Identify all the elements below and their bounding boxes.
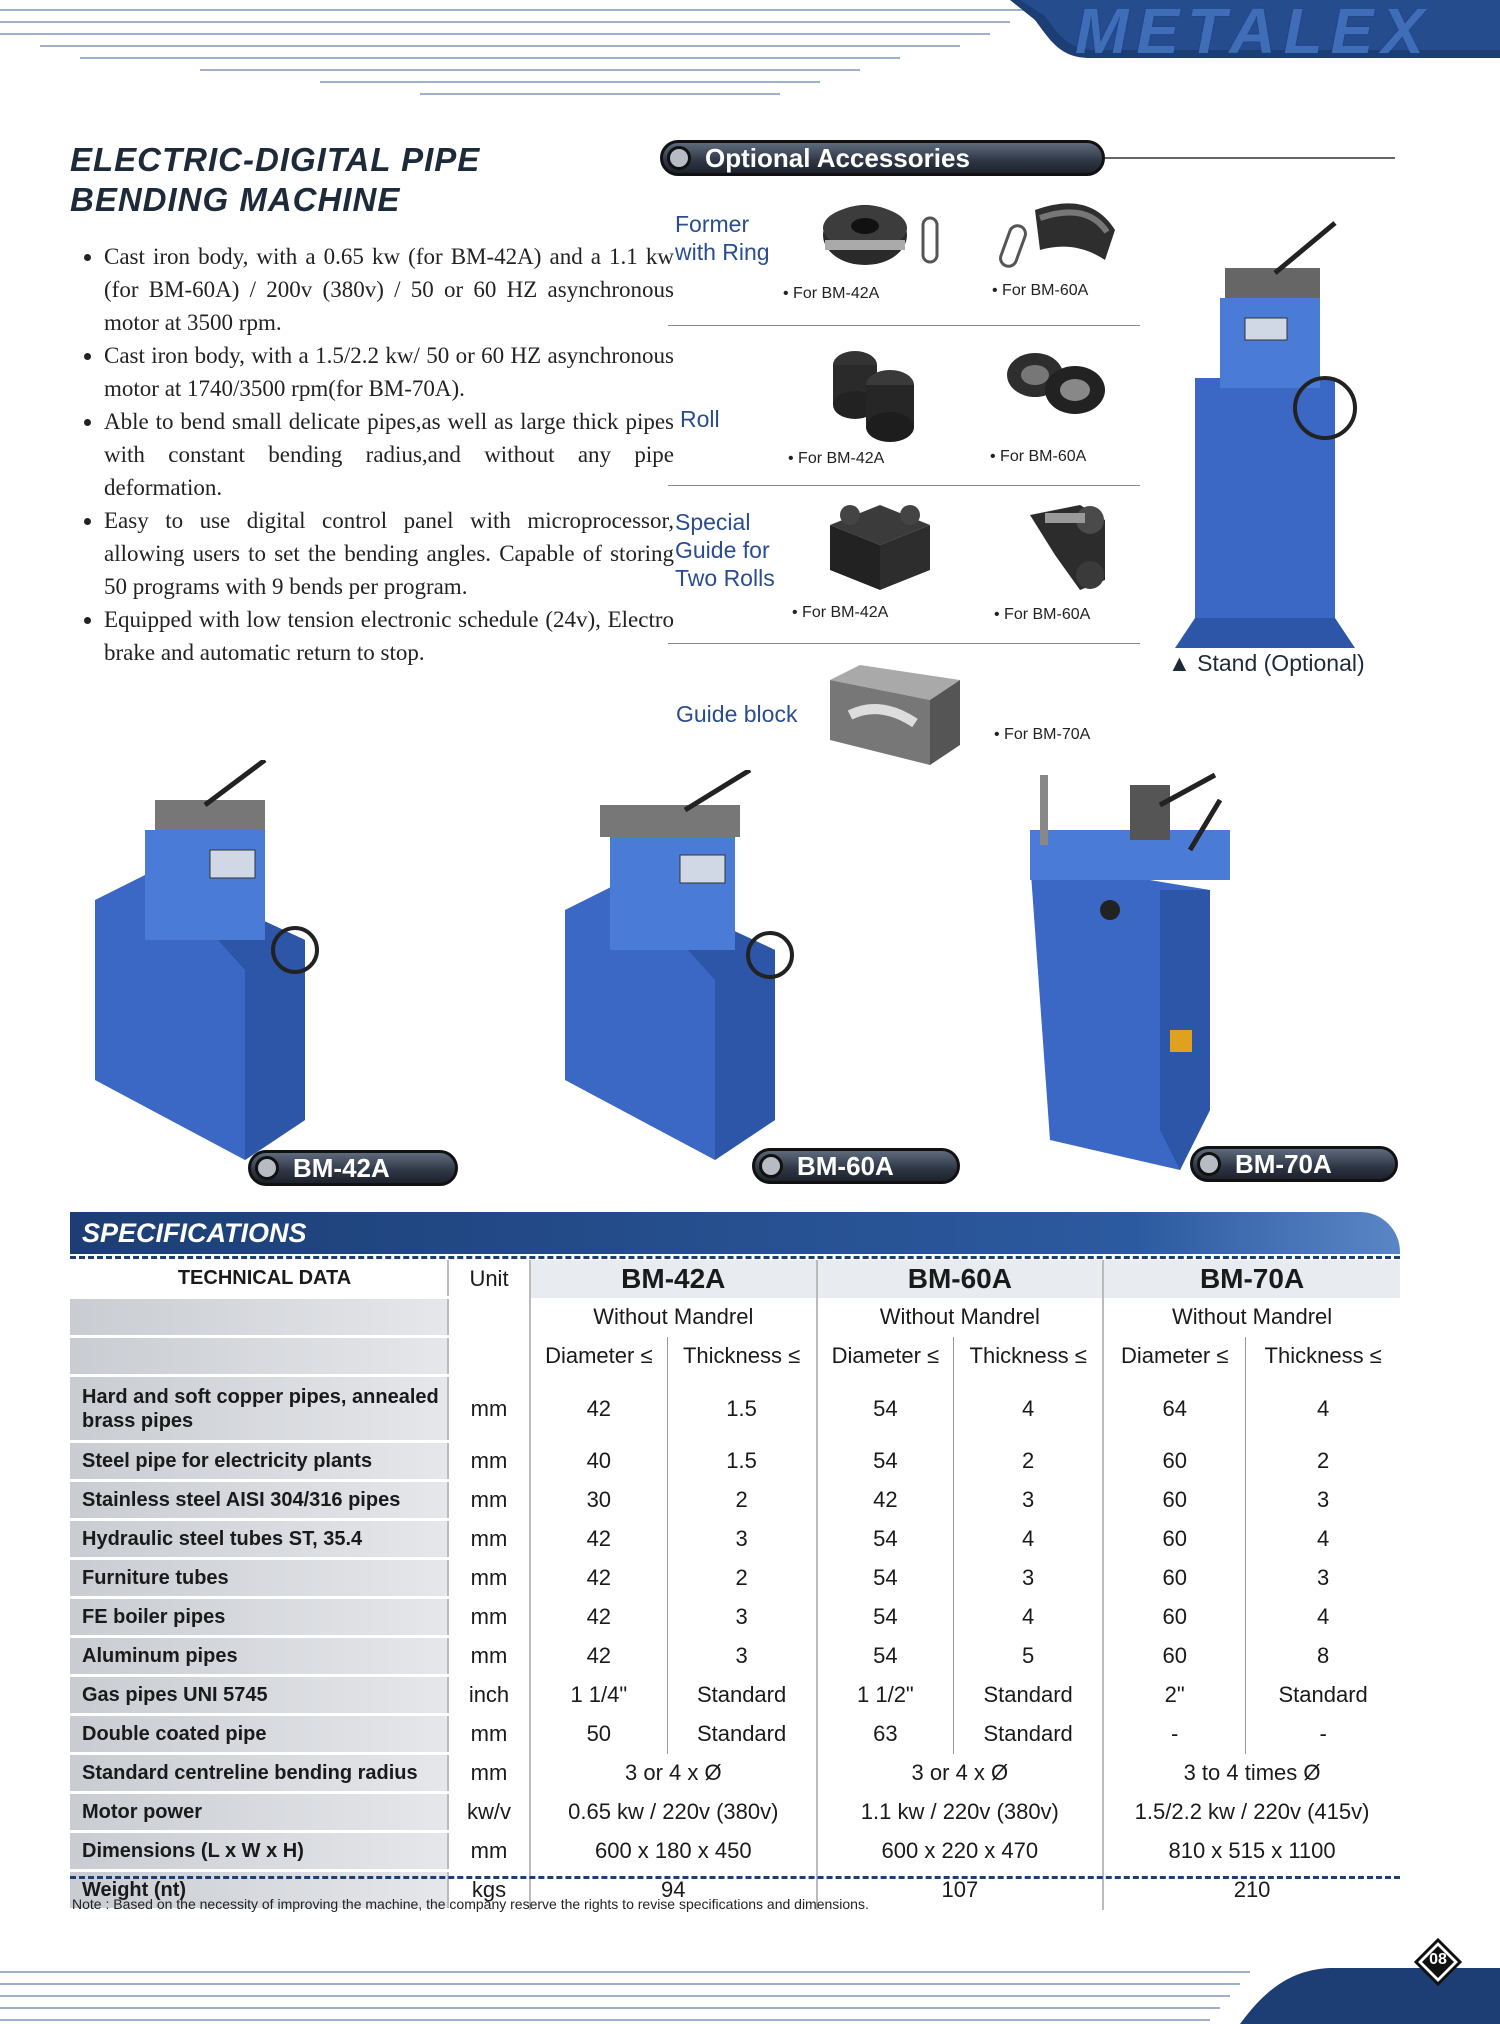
stand-caption: ▲ Stand (Optional) bbox=[1168, 650, 1365, 676]
table-cell: Standard bbox=[954, 1715, 1103, 1754]
caption: • For BM-60A bbox=[990, 448, 1087, 465]
feature-list bbox=[70, 240, 674, 669]
feature-item: • Able to bend small delicate pipes,as well as large thick pipes with constant bending radius,and without any pipe deformation. bbox=[104, 405, 674, 504]
table-cell: 3 bbox=[954, 1559, 1103, 1598]
table-row bbox=[70, 1376, 1400, 1442]
table-cell: 60 bbox=[1103, 1559, 1246, 1598]
unit-cell: mm bbox=[448, 1637, 530, 1676]
unit-cell: mm bbox=[448, 1754, 530, 1793]
row-label: Gas pipes UNI 5745 bbox=[70, 1676, 448, 1715]
table-cell: 60 bbox=[1103, 1520, 1246, 1559]
column-header-unit: Unit bbox=[448, 1260, 530, 1298]
special-guide-60a-image bbox=[1010, 495, 1120, 595]
table-row bbox=[70, 1832, 1400, 1871]
stand-machine-image bbox=[1165, 218, 1385, 658]
unit-cell: mm bbox=[448, 1481, 530, 1520]
model-badge-bm-70a bbox=[1190, 1146, 1398, 1182]
row-label: Hard and soft copper pipes, annealed brass pipes bbox=[70, 1376, 448, 1442]
unit-cell: kw/v bbox=[448, 1793, 530, 1832]
feature-item: • Easy to use digital control panel with microprocessor, allowing users to set the bending angles. Capable of storing 50 programs with 9 bends per program. bbox=[104, 504, 674, 603]
accessory-label: Roll bbox=[680, 406, 720, 432]
unit-cell bbox=[448, 1337, 530, 1376]
feature-item: • Cast iron body, with a 0.65 kw (for BM-42A) and a 1.1 kw (for BM-60A) / 200v (380v) / 50 or 60 HZ asynchronous motor at 3500 rpm. bbox=[104, 240, 674, 339]
divider bbox=[668, 325, 1140, 326]
table-cell: 42 bbox=[586, 1395, 612, 1421]
mandrel-note: Without Mandrel bbox=[817, 1298, 1104, 1337]
table-cell: 5 bbox=[954, 1637, 1103, 1676]
table-cell: 42 bbox=[586, 1565, 612, 1590]
table-cell: 42 bbox=[586, 1526, 612, 1551]
table-row bbox=[70, 1793, 1400, 1832]
row-label bbox=[70, 1337, 448, 1376]
table-cell: 4 bbox=[954, 1520, 1103, 1559]
table-cell: 94 bbox=[661, 1877, 686, 1902]
diameter-header: Diameter ≤ bbox=[817, 1337, 954, 1376]
bm-60a-machine-image bbox=[555, 770, 805, 1170]
unit-cell bbox=[448, 1298, 530, 1337]
table-cell: 3 bbox=[1246, 1481, 1400, 1520]
former-ring-42a-image bbox=[815, 190, 945, 280]
table-row bbox=[70, 1676, 1400, 1715]
accessory-label: Special Guide for Two Rolls bbox=[675, 509, 775, 591]
row-label: Double coated pipe bbox=[70, 1715, 448, 1754]
row-label: Aluminum pipes bbox=[70, 1637, 448, 1676]
table-cell: 1 1/4" bbox=[570, 1682, 628, 1707]
row-label: FE boiler pipes bbox=[70, 1598, 448, 1637]
unit-cell: mm bbox=[448, 1442, 530, 1481]
table-cell: 54 bbox=[817, 1637, 954, 1676]
model-badge-bm-60a bbox=[752, 1148, 960, 1184]
thickness-header: Thickness ≤ bbox=[667, 1337, 816, 1376]
row-label: Standard centreline bending radius bbox=[70, 1754, 448, 1793]
table-cell: 60 bbox=[1103, 1598, 1246, 1637]
table-cell: 4 bbox=[954, 1598, 1103, 1637]
table-cell: 54 bbox=[817, 1559, 954, 1598]
specifications-table bbox=[70, 1260, 1400, 1911]
row-label: Dimensions (L x W x H) bbox=[70, 1832, 448, 1871]
caption: • For BM-60A bbox=[994, 606, 1091, 623]
table-cell: 2" bbox=[1103, 1676, 1246, 1715]
table-row bbox=[70, 1637, 1400, 1676]
unit-cell: inch bbox=[448, 1676, 530, 1715]
column-header-model: BM-42A bbox=[530, 1260, 817, 1298]
table-row bbox=[70, 1559, 1400, 1598]
bm-70a-machine-image bbox=[1010, 770, 1260, 1190]
table-cell: 54 bbox=[817, 1598, 954, 1637]
table-cell: 3 bbox=[667, 1598, 816, 1637]
table-cell: - bbox=[1246, 1715, 1400, 1754]
table-cell: 40 bbox=[586, 1448, 612, 1473]
row-label: Weight (nt) bbox=[70, 1871, 448, 1910]
row-label: Furniture tubes bbox=[70, 1559, 448, 1598]
roll-60a-image bbox=[1000, 340, 1110, 430]
table-cell: 1.5/2.2 kw / 220v (415v) bbox=[1103, 1793, 1400, 1832]
table-cell: 1.5 bbox=[667, 1442, 816, 1481]
brand-logo: METALEX bbox=[1075, 0, 1433, 67]
table-cell: Standard bbox=[1246, 1676, 1400, 1715]
table-cell: 3 bbox=[667, 1637, 816, 1676]
column-header-model: BM-70A bbox=[1103, 1260, 1400, 1298]
divider bbox=[1105, 157, 1395, 159]
bullet-dot-icon bbox=[667, 146, 691, 170]
table-cell: 54 bbox=[817, 1520, 954, 1559]
table-cell: 64 bbox=[1103, 1376, 1246, 1442]
table-cell: 54 bbox=[817, 1376, 954, 1442]
caption: • For BM-60A bbox=[992, 282, 1089, 299]
bullet-dot-icon bbox=[1197, 1152, 1221, 1176]
roll-42a-image bbox=[820, 335, 930, 445]
accessory-label: Guide block bbox=[676, 701, 798, 727]
mandrel-note: Without Mandrel bbox=[1103, 1298, 1400, 1337]
bm-42a-machine-image bbox=[85, 760, 335, 1170]
bullet-dot-icon bbox=[255, 1156, 279, 1180]
column-header-model: BM-60A bbox=[817, 1260, 1104, 1298]
former-ring-60a-image bbox=[995, 190, 1125, 280]
table-row bbox=[70, 1754, 1400, 1793]
table-cell: 63 bbox=[817, 1715, 954, 1754]
table-cell: - bbox=[1103, 1715, 1246, 1754]
table-cell: 60 bbox=[1103, 1442, 1246, 1481]
table-row bbox=[70, 1520, 1400, 1559]
table-cell: 42 bbox=[817, 1481, 954, 1520]
model-badge-label: BM-42A bbox=[293, 1152, 390, 1183]
table-cell: 2 bbox=[1246, 1442, 1400, 1481]
table-cell: 1.1 kw / 220v (380v) bbox=[817, 1793, 1104, 1832]
caption: • For BM-42A bbox=[783, 285, 880, 302]
mandrel-note: Without Mandrel bbox=[593, 1304, 754, 1329]
bullet-dot-icon bbox=[759, 1154, 783, 1178]
table-cell: 8 bbox=[1246, 1637, 1400, 1676]
table-cell: 210 bbox=[1103, 1871, 1400, 1910]
unit-cell: mm bbox=[448, 1832, 530, 1871]
table-cell: 54 bbox=[817, 1442, 954, 1481]
row-label bbox=[70, 1298, 448, 1337]
table-cell: 2 bbox=[667, 1481, 816, 1520]
model-badge-bm-42a bbox=[248, 1150, 458, 1186]
table-cell: 1 1/2" bbox=[817, 1676, 954, 1715]
table-cell: 600 x 220 x 470 bbox=[817, 1832, 1104, 1871]
table-row bbox=[70, 1442, 1400, 1481]
table-row bbox=[70, 1481, 1400, 1520]
divider bbox=[668, 485, 1140, 486]
table-subheader-row bbox=[70, 1337, 1400, 1376]
table-cell: Standard bbox=[954, 1676, 1103, 1715]
table-subheader-row bbox=[70, 1298, 1400, 1337]
unit-cell: mm bbox=[448, 1376, 530, 1442]
table-cell: 60 bbox=[1103, 1481, 1246, 1520]
special-guide-42a-image bbox=[820, 495, 940, 595]
page-number: 08 bbox=[1429, 1951, 1447, 1968]
table-cell: 0.65 kw / 220v (380v) bbox=[568, 1799, 779, 1824]
table-cell: 4 bbox=[1246, 1376, 1400, 1442]
table-cell: 107 bbox=[817, 1871, 1104, 1910]
table-cell: 4 bbox=[1246, 1598, 1400, 1637]
table-cell: 3 to 4 times Ø bbox=[1103, 1754, 1400, 1793]
table-cell: 3 bbox=[954, 1481, 1103, 1520]
page-title bbox=[70, 140, 630, 220]
table-cell: 42 bbox=[586, 1604, 612, 1629]
unit-cell: mm bbox=[448, 1715, 530, 1754]
table-cell: 2 bbox=[954, 1442, 1103, 1481]
table-cell: 60 bbox=[1103, 1637, 1246, 1676]
title-line-2: BENDING MACHINE bbox=[70, 181, 401, 218]
table-cell: 600 x 180 x 450 bbox=[594, 1838, 752, 1863]
table-cell: 3 or 4 x Ø bbox=[817, 1754, 1104, 1793]
divider bbox=[70, 1256, 1400, 1259]
table-cell: 42 bbox=[586, 1643, 612, 1668]
model-badge-label: BM-60A bbox=[797, 1150, 894, 1181]
row-label: Steel pipe for electricity plants bbox=[70, 1442, 448, 1481]
table-row bbox=[70, 1598, 1400, 1637]
table-cell: 810 x 515 x 1100 bbox=[1103, 1832, 1400, 1871]
accessory-label: Former with Ring bbox=[675, 211, 770, 265]
table-cell: 4 bbox=[1246, 1520, 1400, 1559]
table-header-row bbox=[70, 1260, 1400, 1298]
caption: • For BM-42A bbox=[792, 604, 889, 621]
unit-cell: mm bbox=[448, 1598, 530, 1637]
footnote: Note : Based on the necessity of improving the machine, the company reserve the rights to revise specifications and dimensions. bbox=[72, 1896, 869, 1912]
table-cell: 3 or 4 x Ø bbox=[624, 1760, 722, 1785]
table-cell: 4 bbox=[954, 1376, 1103, 1442]
table-cell: 3 bbox=[667, 1520, 816, 1559]
thickness-header: Thickness ≤ bbox=[954, 1337, 1103, 1376]
table-cell: 3 bbox=[1246, 1559, 1400, 1598]
table-cell: 2 bbox=[667, 1559, 816, 1598]
unit-cell: mm bbox=[448, 1559, 530, 1598]
table-row bbox=[70, 1715, 1400, 1754]
caption: • For BM-42A bbox=[788, 450, 885, 467]
row-label: Motor power bbox=[70, 1793, 448, 1832]
thickness-header: Thickness ≤ bbox=[1246, 1337, 1400, 1376]
table-cell: Standard bbox=[667, 1715, 816, 1754]
diameter-header: Diameter ≤ bbox=[545, 1343, 653, 1368]
model-badge-label: BM-70A bbox=[1235, 1148, 1332, 1179]
title-line-1: ELECTRIC-DIGITAL PIPE bbox=[70, 141, 481, 178]
unit-cell: kgs bbox=[448, 1871, 530, 1910]
table-cell: 1.5 bbox=[667, 1376, 816, 1442]
specifications-title: SPECIFICATIONS bbox=[82, 1218, 307, 1248]
feature-item: • Cast iron body, with a 1.5/2.2 kw/ 50 or 60 HZ asynchronous motor at 1740/3500 rpm(for BM-70A). bbox=[104, 339, 674, 405]
row-label: Hydraulic steel tubes ST, 35.4 bbox=[70, 1520, 448, 1559]
divider bbox=[70, 1876, 1400, 1879]
column-header-technical-data: TECHNICAL DATA bbox=[70, 1260, 448, 1298]
table-cell: 50 bbox=[586, 1721, 612, 1746]
footer-band bbox=[0, 1960, 1500, 2024]
unit-cell: mm bbox=[448, 1520, 530, 1559]
feature-item: • Equipped with low tension electronic schedule (24v), Electro brake and automatic return to stop. bbox=[104, 603, 674, 669]
divider bbox=[668, 643, 1140, 644]
guide-block-70a-image bbox=[820, 655, 970, 775]
table-cell: Standard bbox=[667, 1676, 816, 1715]
table-cell: 30 bbox=[586, 1487, 612, 1512]
caption: • For BM-70A bbox=[994, 726, 1091, 743]
accessories-heading-label: Optional Accessories bbox=[705, 142, 970, 173]
row-label: Stainless steel AISI 304/316 pipes bbox=[70, 1481, 448, 1520]
diameter-header: Diameter ≤ bbox=[1103, 1337, 1246, 1376]
accessories-heading bbox=[660, 140, 1105, 176]
